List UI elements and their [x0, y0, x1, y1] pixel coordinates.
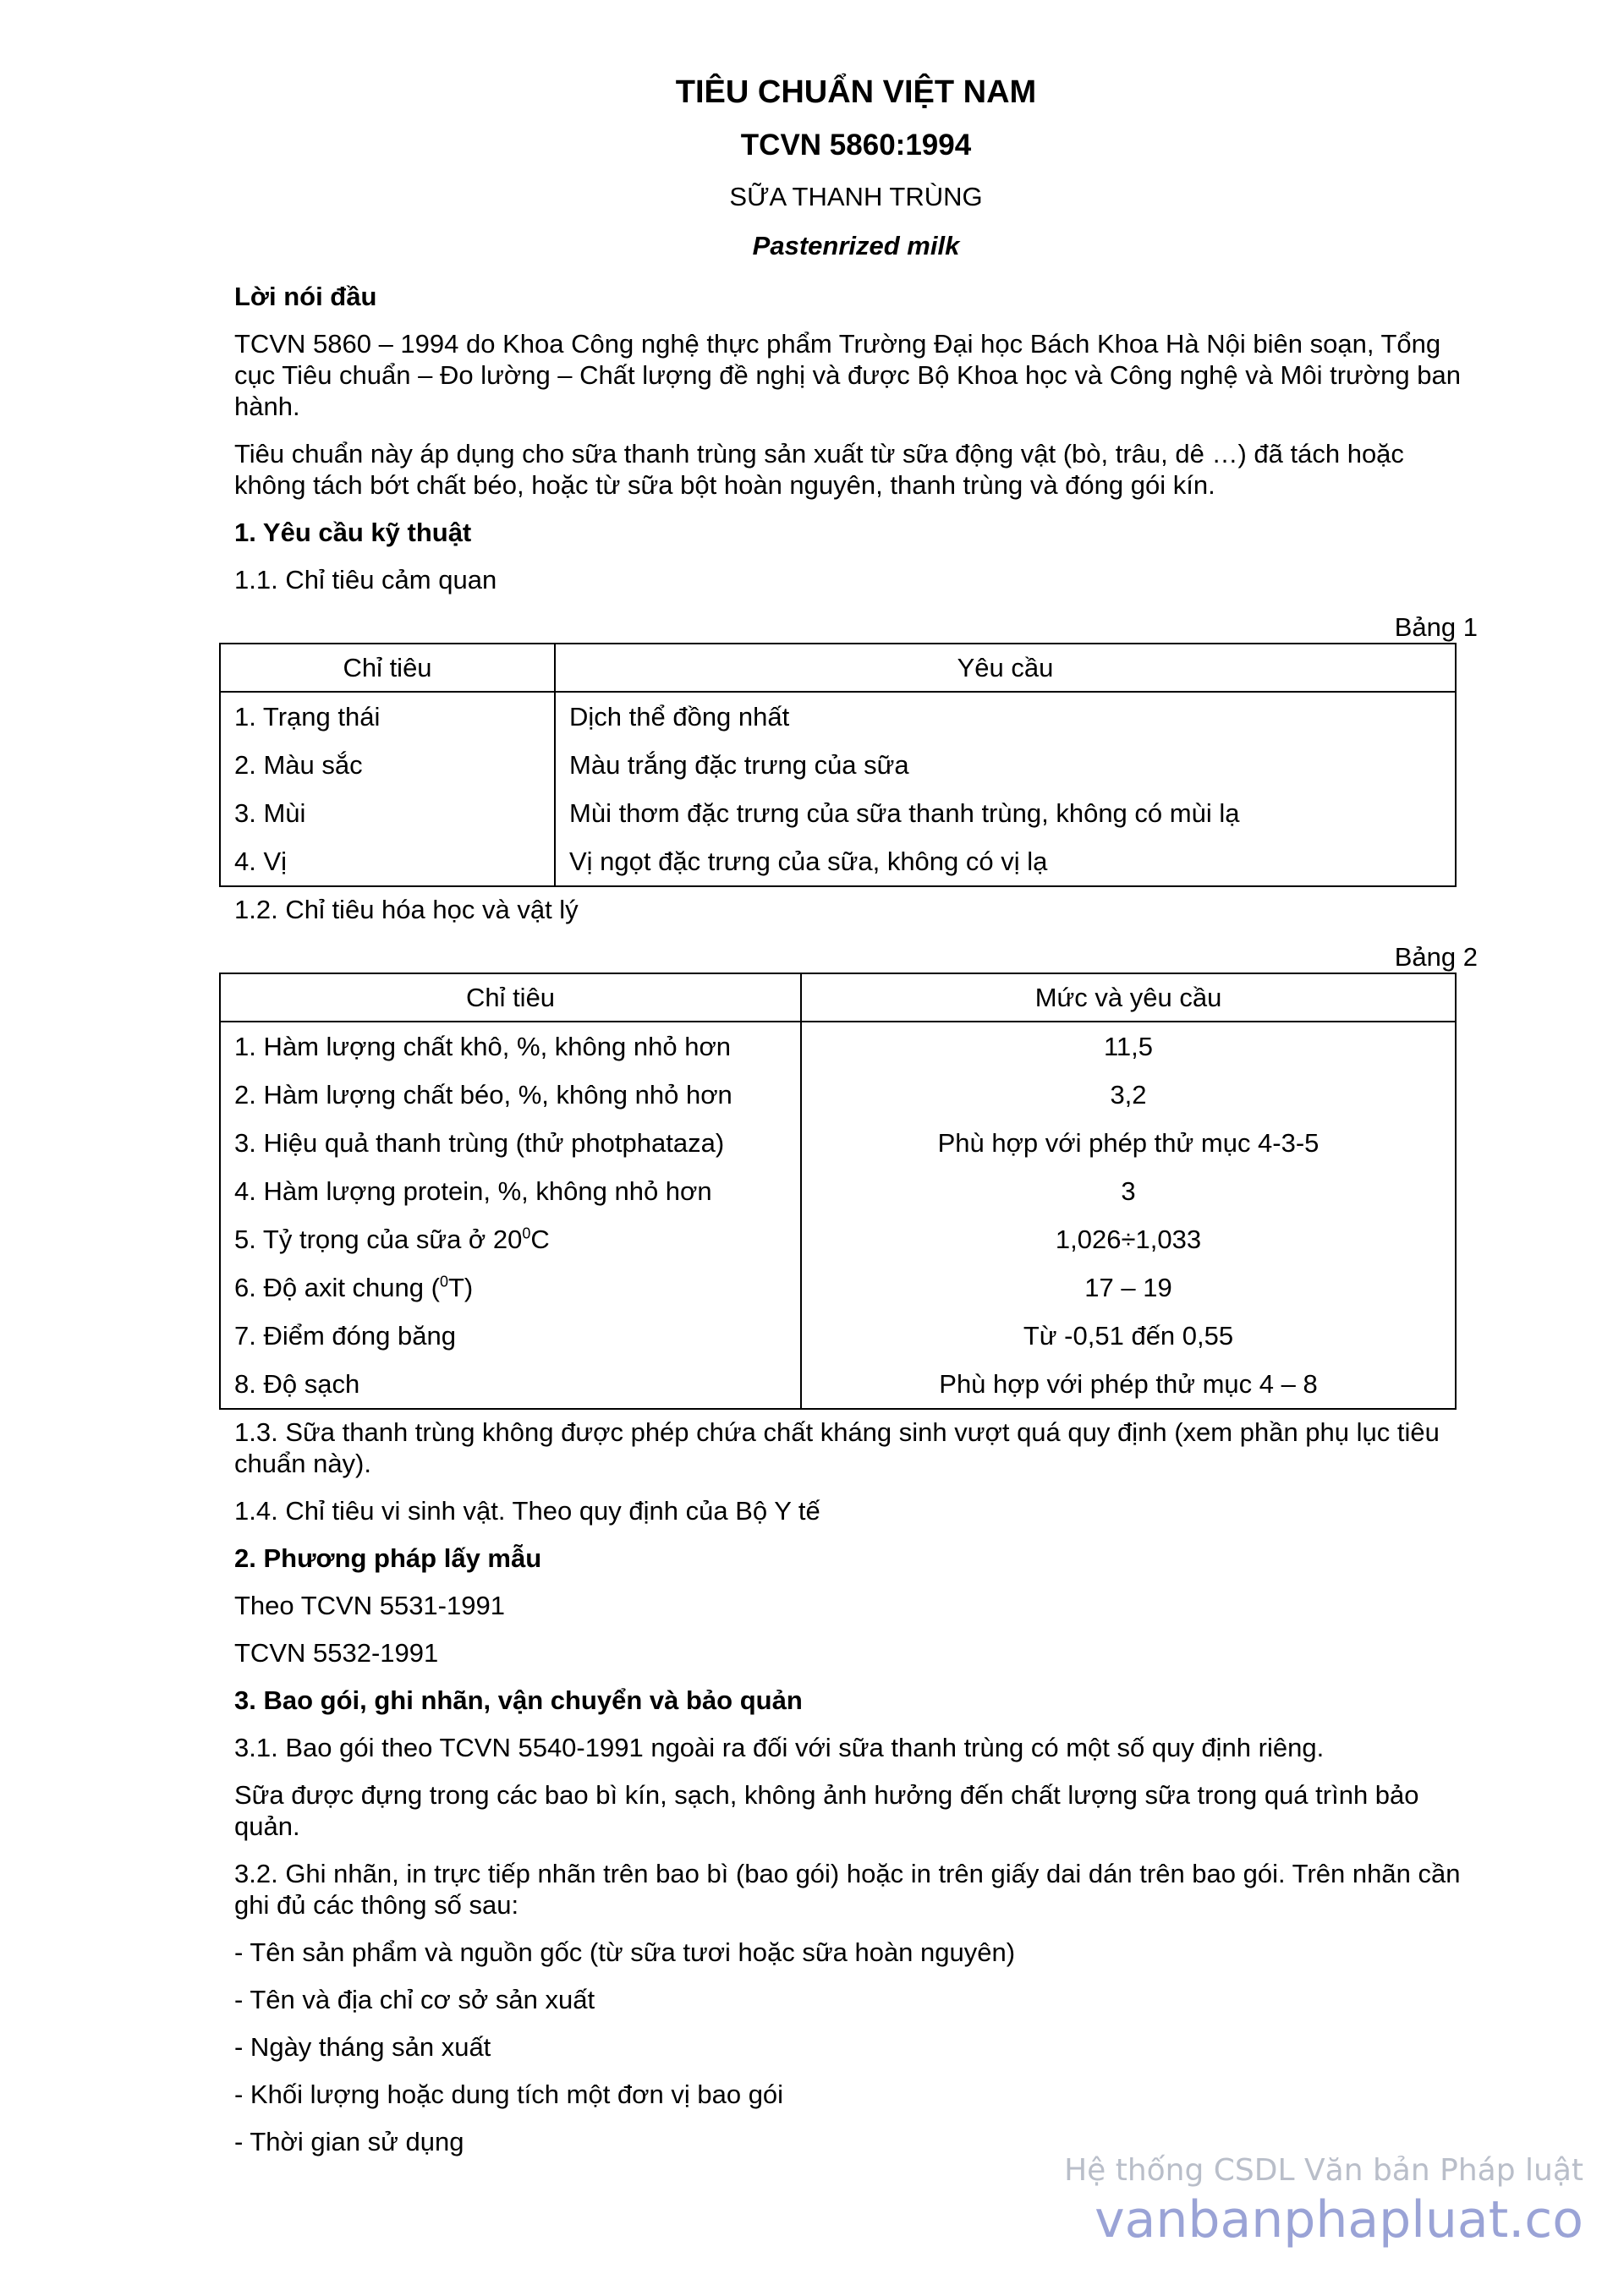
- site-watermark: [1064, 2152, 1583, 2250]
- document-title: TIÊU CHUẨN VIỆT NAM: [675, 74, 1037, 110]
- table-1: [219, 643, 1457, 887]
- table-cell: Vị ngọt đặc trưng của sữa, không có vị lạ: [555, 837, 1456, 886]
- document-subtitle: SỮA THANH TRÙNG: [729, 182, 983, 211]
- table-cell: 1. Hàm lượng chất khô, %, không nhỏ hơn: [234, 1032, 732, 1061]
- table-cell: 3. Hiệu quả thanh trùng (thử photphataza): [234, 1128, 725, 1158]
- section-1-2-heading: 1.2. Chỉ tiêu hóa học và vật lý: [234, 895, 579, 924]
- table-cell: Phù hợp với phép thử mục 4 – 8: [801, 1360, 1456, 1409]
- section-1-3-paragraph: 1.3. Sữa thanh trùng không được phép chứa chất kháng sinh vượt quá quy định (xem phần phụ lục tiêu chuẩn này).: [234, 1417, 1440, 1478]
- table-cell: 2. Hàm lượng chất béo, %, không nhỏ hơn: [234, 1080, 732, 1110]
- table-row: [220, 1215, 1456, 1263]
- table-cell: 4. Vị: [234, 847, 288, 876]
- list-item: - Thời gian sử dụng: [234, 2127, 464, 2156]
- cell-unit: C: [530, 1225, 550, 1254]
- section-3-2-paragraph: 3.2. Ghi nhãn, in trực tiếp nhãn trên bao bì (bao gói) hoặc in trên giấy dai dán trên bao gói. Trên nhãn cần ghi đủ các thông số sau:: [234, 1859, 1461, 1920]
- foreword-paragraph-2: Tiêu chuẩn này áp dụng cho sữa thanh trùng sản xuất từ sữa động vật (bò, trâu, dê …) đã tách hoặc không tách bớt chất béo, hoặc từ sữa bột hoàn nguyên, thanh trùng và đóng gói kín.: [234, 439, 1404, 500]
- section-2-heading: 2. Phương pháp lấy mẫu: [234, 1543, 542, 1573]
- table-row: [220, 741, 1456, 789]
- list-item: - Tên và địa chỉ cơ sở sản xuất: [234, 1985, 595, 2014]
- table-row: [220, 692, 1456, 741]
- table-1-caption: Bảng 1: [1394, 612, 1478, 642]
- table-row: [220, 1071, 1456, 1119]
- table-header-row: [220, 973, 1456, 1022]
- table-row: [220, 789, 1456, 837]
- standard-code: TCVN 5860:1994: [740, 129, 972, 162]
- section-2-line-2: TCVN 5532-1991: [234, 1638, 439, 1668]
- section-3-paragraph-2: Sữa được đựng trong các bao bì kín, sạch, không ảnh hưởng đến chất lượng sữa trong quá trình bảo quản.: [234, 1780, 1419, 1841]
- table-header-cell: Mức và yêu cầu: [801, 973, 1456, 1022]
- table-row: [220, 1360, 1456, 1409]
- table-cell: 3: [801, 1167, 1456, 1215]
- document-page: [234, 73, 1478, 2173]
- table-cell: 2. Màu sắc: [234, 750, 363, 780]
- table-cell: 7. Điểm đóng băng: [234, 1321, 456, 1351]
- table-row: [220, 1022, 1456, 1071]
- list-item: - Khối lượng hoặc dung tích một đơn vị bao gói: [234, 2080, 784, 2109]
- table-cell: Phù hợp với phép thử mục 4-3-5: [801, 1119, 1456, 1167]
- table-row: [220, 1312, 1456, 1360]
- table-cell: 4. Hàm lượng protein, %, không nhỏ hơn: [234, 1176, 712, 1206]
- table-row: [220, 1263, 1456, 1312]
- english-title: Pastenrized milk: [752, 231, 960, 260]
- table-cell: 3,2: [801, 1071, 1456, 1119]
- table-cell: 17 – 19: [801, 1263, 1456, 1312]
- table-cell: Mùi thơm đặc trưng của sữa thanh trùng, không có mùi lạ: [555, 789, 1456, 837]
- section-3-1-paragraph: 3.1. Bao gói theo TCVN 5540-1991 ngoài ra đối với sữa thanh trùng có một số quy định riêng.: [234, 1733, 1325, 1762]
- list-item: - Tên sản phẩm và nguồn gốc (từ sữa tươi hoặc sữa hoàn nguyên): [234, 1937, 1016, 1967]
- table-2: [219, 973, 1457, 1410]
- table-row: [220, 837, 1456, 886]
- table-cell: [220, 1263, 801, 1312]
- section-1-1-heading: 1.1. Chỉ tiêu cảm quan: [234, 565, 497, 595]
- table-header-cell: Chỉ tiêu: [220, 973, 801, 1022]
- watermark-tagline: Hệ thống CSDL Văn bản Pháp luật: [1064, 2153, 1583, 2188]
- table-cell: Màu trắng đặc trưng của sữa: [555, 741, 1456, 789]
- watermark-url: vanbanphapluat.co: [1095, 2190, 1583, 2249]
- table-cell: 8. Độ sạch: [234, 1369, 360, 1399]
- cell-text: 5. Tỷ trọng của sữa ở 20: [234, 1225, 523, 1254]
- degree-superscript: 0: [522, 1225, 531, 1242]
- table-cell: [220, 1215, 801, 1263]
- cell-text: 6. Độ axit chung (: [234, 1273, 440, 1302]
- table-row: [220, 1167, 1456, 1215]
- table-cell: 3. Mùi: [234, 798, 306, 828]
- table-header-cell: Yêu cầu: [555, 644, 1456, 692]
- table-header-row: [220, 644, 1456, 692]
- section-1-4-paragraph: 1.4. Chỉ tiêu vi sinh vật. Theo quy định của Bộ Y tế: [234, 1496, 820, 1526]
- table-cell: Từ -0,51 đến 0,55: [801, 1312, 1456, 1360]
- list-item: - Ngày tháng sản xuất: [234, 2032, 491, 2062]
- table-cell: 1,026÷1,033: [801, 1215, 1456, 1263]
- section-2-line-1: Theo TCVN 5531-1991: [234, 1591, 505, 1620]
- degree-superscript: 0: [439, 1273, 448, 1290]
- section-3-heading: 3. Bao gói, ghi nhãn, vận chuyển và bảo quản: [234, 1685, 803, 1715]
- table-cell: Dịch thể đồng nhất: [555, 692, 1456, 741]
- foreword-paragraph-1: TCVN 5860 – 1994 do Khoa Công nghệ thực phẩm Trường Đại học Bách Khoa Hà Nội biên soạn, Tổng cục Tiêu chuẩn – Đo lường – Chất lượng đề nghị và được Bộ Khoa học và Công nghệ và Môi trường ban hành.: [234, 329, 1461, 421]
- foreword-heading: Lời nói đầu: [234, 282, 377, 311]
- table-row: [220, 1119, 1456, 1167]
- table-cell: 11,5: [801, 1022, 1456, 1071]
- table-header-cell: Chỉ tiêu: [220, 644, 555, 692]
- table-2-caption: Bảng 2: [1394, 942, 1478, 972]
- section-1-heading: 1. Yêu cầu kỹ thuật: [234, 518, 472, 547]
- table-cell: 1. Trạng thái: [234, 702, 381, 732]
- cell-unit: T): [447, 1273, 474, 1302]
